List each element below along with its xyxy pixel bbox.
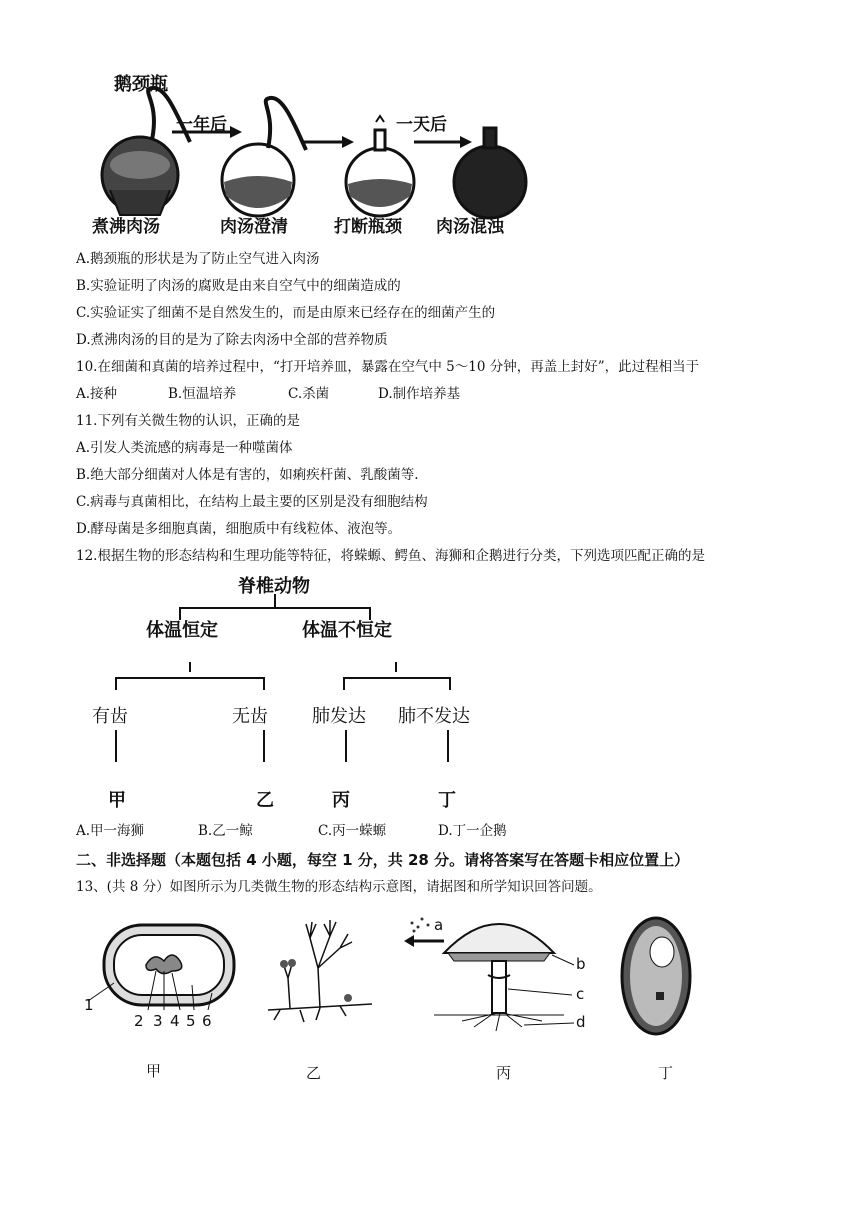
q10-stem: 10.在细菌和真菌的培养过程中，“打开培养皿，暴露在空气中 5～10 分钟，再盖上封好”，此过程相当于 — [76, 359, 700, 375]
bacteria-number-1: 1 — [84, 996, 94, 1014]
tree-lines — [100, 590, 500, 800]
bacteria-number-6: 6 — [202, 1012, 212, 1030]
mushroom-figure — [404, 905, 594, 1035]
step-label-4: 肉汤混浊 — [436, 217, 504, 237]
q13-stem: 13、(共 8 分）如图所示为几类微生物的形态结构示意图，请据图和所学知识回答问题。 — [76, 879, 602, 895]
bacteria-number-2: 2 — [134, 1012, 144, 1030]
q11-stem: 11.下列有关微生物的认识，正确的是 — [76, 413, 300, 429]
q11-option-d: D.酵母菌是多细胞真菌，细胞质中有线粒体、液泡等。 — [76, 521, 402, 537]
q10-options — [76, 385, 460, 403]
tree-letter-2: 乙 — [256, 790, 274, 811]
bacteria-number-5: 5 — [186, 1012, 196, 1030]
tree-leaf-3: 肺发达 — [312, 706, 366, 727]
q12-stem: 12.根据生物的形态结构和生理功能等特征，将蝾螈、鳄鱼、海狮和企鹅进行分类，下列选项匹配正确的是 — [76, 548, 705, 564]
mushroom-letter-a: a — [434, 916, 444, 934]
flask-3-icon — [346, 116, 414, 216]
q11-option-a: A.引发人类流感的病毒是一种噬菌体 — [76, 440, 293, 456]
tree-leaf-2: 无齿 — [232, 706, 268, 727]
q11-option-b: B.绝大部分细菌对人体是有害的，如痢疾杆菌、乳酸菌等. — [76, 467, 419, 483]
q9-option-b: B.实验证明了肉汤的腐败是由来自空气中的细菌造成的 — [76, 278, 401, 294]
tree-right-node: 体温不恒定 — [302, 620, 392, 641]
mold-figure — [260, 908, 380, 1028]
q9-option-a: A.鹅颈瓶的形状是为了防止空气进入肉汤 — [76, 251, 320, 267]
flask-2-icon — [222, 98, 306, 216]
flask-name-label: 鹅颈瓶 — [114, 74, 168, 95]
q12-options — [76, 822, 507, 840]
tree-leaf-4: 肺不发达 — [398, 706, 470, 727]
arrow-3-icon — [414, 136, 472, 148]
q10-option-c: C.杀菌 — [288, 386, 330, 402]
tree-root: 脊椎动物 — [238, 576, 310, 597]
tree-letter-4: 丁 — [438, 790, 456, 811]
bacteria-number-3: 3 — [153, 1012, 163, 1030]
tree-letter-3: 丙 — [332, 790, 350, 811]
flask-drawings — [90, 70, 540, 220]
q12-option-c: C.丙一蝾螈 — [318, 823, 387, 839]
tree-left-node: 体温恒定 — [146, 620, 218, 641]
bacterium-figure — [84, 915, 244, 1025]
q10-option-b: B.恒温培养 — [168, 386, 237, 402]
arrow2-label: 一天后 — [396, 115, 447, 135]
tree-letter-1: 甲 — [108, 790, 126, 811]
tree-leaf-1: 有齿 — [92, 706, 128, 727]
figure-label-jia: 甲 — [146, 1062, 162, 1080]
flask-1-icon — [102, 88, 190, 215]
q10-option-a: A.接种 — [76, 386, 118, 402]
yeast-figure — [616, 912, 696, 1042]
step-label-2: 肉汤澄清 — [220, 217, 288, 237]
q12-option-a: A.甲一海狮 — [76, 823, 145, 839]
section-2-heading: 二、非选择题（本题包括 4 小题，每空 1 分，共 28 分。请将答案写在答题卡相应位置上） — [76, 851, 690, 869]
step-label-1: 煮沸肉汤 — [92, 217, 160, 237]
q9-option-c: C.实验证实了细菌不是自然发生的，而是由原来已经存在的细菌产生的 — [76, 305, 496, 321]
q10-option-d: D.制作培养基 — [378, 386, 461, 402]
arrow1-label: 一年后 — [176, 115, 227, 135]
q12-option-b: B.乙一鲸 — [198, 823, 253, 839]
q12-option-d: D.丁一企鹅 — [438, 823, 507, 839]
mushroom-letter-d: d — [576, 1013, 586, 1031]
bacteria-number-4: 4 — [170, 1012, 180, 1030]
arrow-2-icon — [304, 136, 354, 148]
q9-option-d: D.煮沸肉汤的目的是为了除去肉汤中全部的营养物质 — [76, 332, 388, 348]
figure-label-bing: 丙 — [496, 1064, 512, 1082]
figure-label-ding: 丁 — [658, 1064, 674, 1082]
mushroom-letter-b: b — [576, 955, 586, 973]
step-label-3: 打断瓶颈 — [334, 217, 402, 237]
q11-option-c: C.病毒与真菌相比，在结构上最主要的区别是没有细胞结构 — [76, 494, 428, 510]
figure-label-yi: 乙 — [306, 1064, 322, 1082]
mushroom-letter-c: c — [576, 985, 585, 1003]
